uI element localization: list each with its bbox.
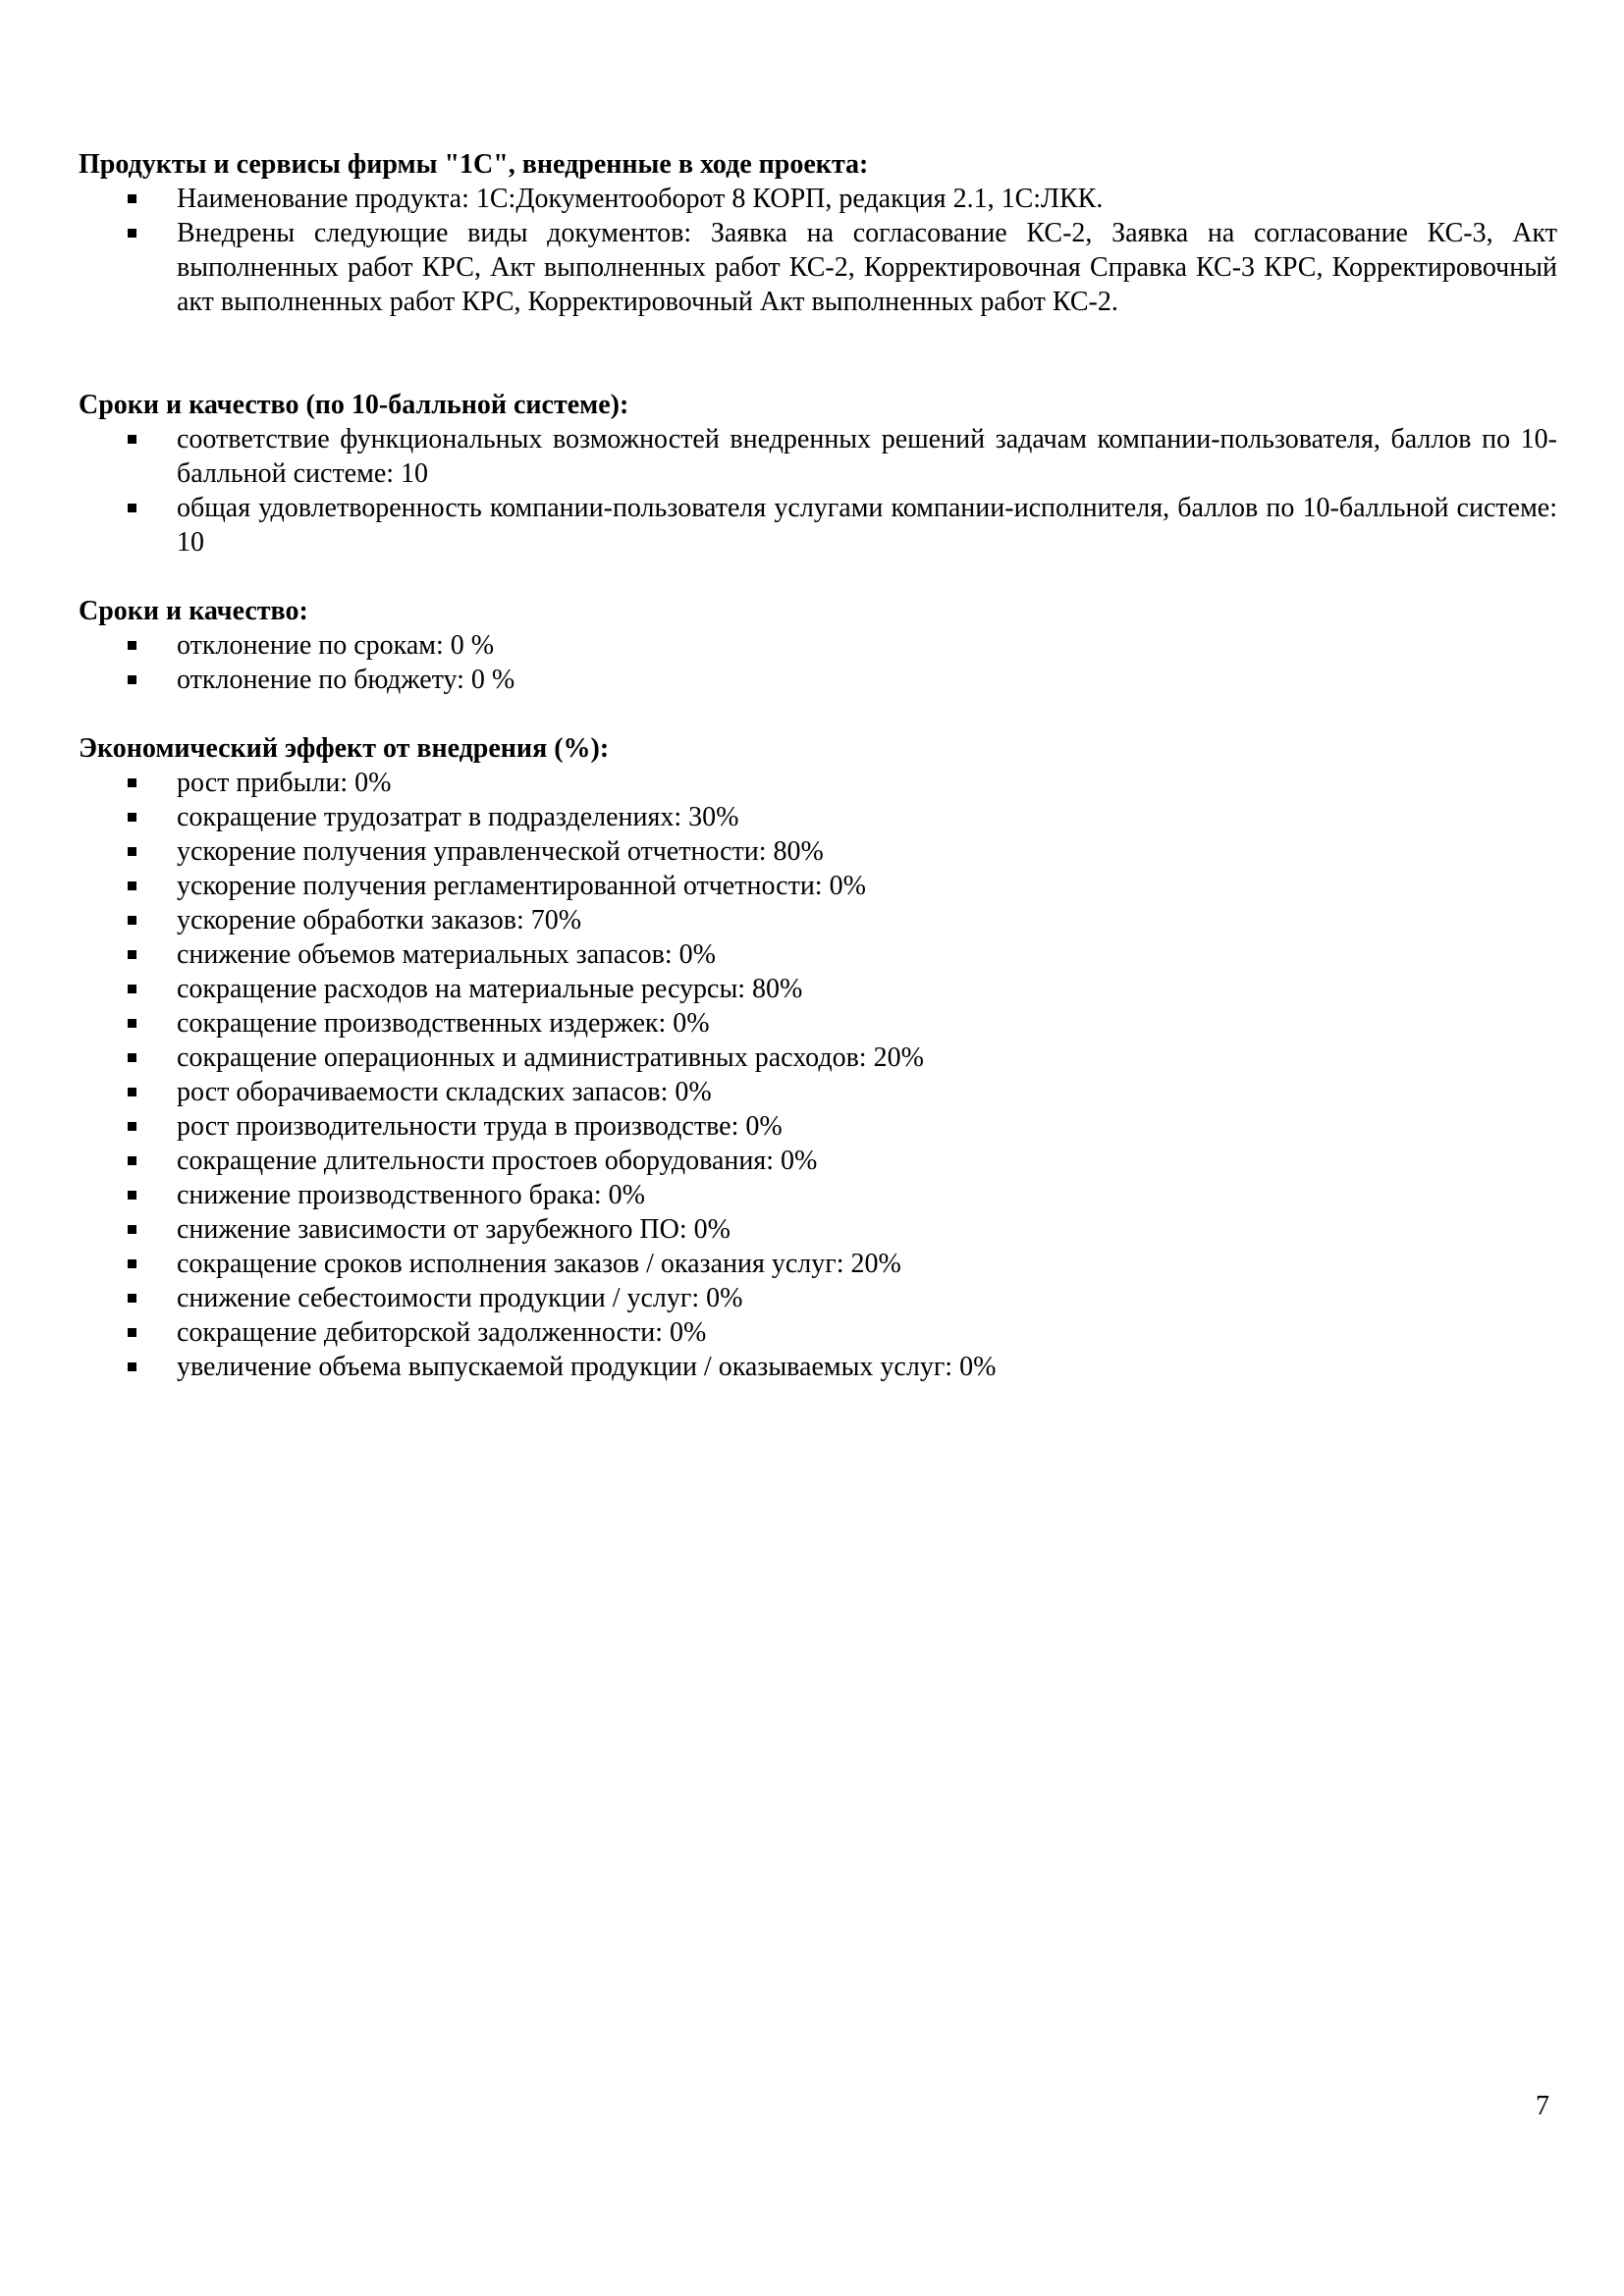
deviation-list	[79, 628, 1557, 697]
list-item-text: снижение объемов материальных запасов: 0%	[177, 939, 716, 970]
section-deviation	[79, 594, 1557, 697]
square-bullet-icon	[128, 1294, 136, 1303]
list-item-text: Внедрены следующие виды документов: Заявка на согласование КС-2, Заявка на согласование КС-3, Акт выполненных работ КРС, Акт выполненных работ КС-2, Корректировочная Справка КС-3 КРС, Корректировочный акт выполненных работ КРС, Корректировочный Акт выполненных работ КС-2.	[177, 218, 1557, 317]
list-item	[79, 182, 1557, 216]
list-item-text: ускорение обработки заказов: 70%	[177, 905, 582, 935]
list-item	[79, 491, 1557, 560]
square-bullet-icon	[128, 1156, 136, 1165]
list-item	[79, 766, 1557, 800]
list-item-text: сокращение сроков исполнения заказов / оказания услуг: 20%	[177, 1249, 901, 1279]
list-item-text: снижение зависимости от зарубежного ПО: 0%	[177, 1214, 731, 1245]
list-item-text: сокращение производственных издержек: 0%	[177, 1008, 710, 1039]
list-item	[79, 800, 1557, 834]
list-item	[79, 422, 1557, 491]
square-bullet-icon	[128, 194, 136, 203]
list-item	[79, 972, 1557, 1006]
list-item-text: сокращение операционных и административных расходов: 20%	[177, 1042, 924, 1073]
list-item-text: рост прибыли: 0%	[177, 768, 392, 798]
list-item	[79, 1144, 1557, 1178]
spacer	[79, 319, 1557, 388]
list-item	[79, 663, 1557, 697]
square-bullet-icon	[128, 1328, 136, 1337]
square-bullet-icon	[128, 1053, 136, 1062]
section-quality-score	[79, 388, 1557, 560]
document-page	[79, 147, 1557, 1384]
list-item	[79, 1350, 1557, 1384]
spacer	[79, 560, 1557, 594]
square-bullet-icon	[128, 1362, 136, 1371]
list-item	[79, 1247, 1557, 1281]
list-item	[79, 937, 1557, 972]
list-item	[79, 869, 1557, 903]
list-item	[79, 216, 1557, 319]
list-item-text: снижение себестоимости продукции / услуг: 0%	[177, 1283, 743, 1313]
square-bullet-icon	[128, 881, 136, 890]
square-bullet-icon	[128, 985, 136, 993]
square-bullet-icon	[128, 641, 136, 650]
quality-score-list	[79, 422, 1557, 560]
list-item-text: сокращение дебиторской задолженности: 0%	[177, 1317, 707, 1348]
section-title-quality-score: Сроки и качество (по 10-балльной системе):	[79, 390, 629, 420]
list-item	[79, 1315, 1557, 1350]
list-item-text: рост производительности труда в производстве: 0%	[177, 1111, 783, 1142]
list-item	[79, 628, 1557, 663]
list-item-text: соответствие функциональных возможностей внедренных решений задачам компании-пользователя, баллов по 10-балльной системе: 10	[177, 424, 1557, 489]
page-number: 7	[1536, 2091, 1549, 2121]
section-economic-effect	[79, 731, 1557, 1384]
square-bullet-icon	[128, 813, 136, 822]
square-bullet-icon	[128, 1122, 136, 1131]
spacer	[79, 697, 1557, 731]
list-item-text: отклонение по бюджету: 0 %	[177, 665, 515, 695]
list-item	[79, 1075, 1557, 1109]
square-bullet-icon	[128, 1259, 136, 1268]
square-bullet-icon	[128, 435, 136, 444]
list-item-text: общая удовлетворенность компании-пользователя услугами компании-исполнителя, баллов по 10-балльной системе: 10	[177, 493, 1557, 558]
square-bullet-icon	[128, 504, 136, 512]
list-item-text: ускорение получения управленческой отчетности: 80%	[177, 836, 824, 867]
list-item	[79, 1006, 1557, 1041]
square-bullet-icon	[128, 1225, 136, 1234]
list-item-text: снижение производственного брака: 0%	[177, 1180, 645, 1210]
list-item	[79, 1212, 1557, 1247]
section-title-economic-effect: Экономический эффект от внедрения (%):	[79, 733, 610, 764]
section-title-products: Продукты и сервисы фирмы "1С", внедренные в ходе проекта:	[79, 149, 869, 180]
square-bullet-icon	[128, 847, 136, 856]
list-item	[79, 1109, 1557, 1144]
list-item-text: ускорение получения регламентированной отчетности: 0%	[177, 871, 866, 901]
section-products	[79, 147, 1557, 319]
square-bullet-icon	[128, 675, 136, 684]
list-item	[79, 1178, 1557, 1212]
square-bullet-icon	[128, 1088, 136, 1096]
list-item-text: сокращение трудозатрат в подразделениях: 30%	[177, 802, 739, 832]
economic-effect-list	[79, 766, 1557, 1384]
square-bullet-icon	[128, 778, 136, 787]
square-bullet-icon	[128, 950, 136, 959]
list-item	[79, 1281, 1557, 1315]
square-bullet-icon	[128, 1019, 136, 1028]
square-bullet-icon	[128, 229, 136, 238]
list-item-text: Наименование продукта: 1С:Документооборот 8 КОРП, редакция 2.1, 1С:ЛКК.	[177, 184, 1104, 214]
products-list	[79, 182, 1557, 319]
list-item-text: сокращение расходов на материальные ресурсы: 80%	[177, 974, 803, 1004]
list-item-text: сокращение длительности простоев оборудования: 0%	[177, 1146, 818, 1176]
list-item	[79, 903, 1557, 937]
section-title-deviation: Сроки и качество:	[79, 596, 308, 626]
list-item-text: рост оборачиваемости складских запасов: 0%	[177, 1077, 712, 1107]
list-item	[79, 1041, 1557, 1075]
square-bullet-icon	[128, 1191, 136, 1200]
square-bullet-icon	[128, 916, 136, 925]
list-item-text: отклонение по срокам: 0 %	[177, 630, 495, 661]
list-item	[79, 834, 1557, 869]
list-item-text: увеличение объема выпускаемой продукции / оказываемых услуг: 0%	[177, 1352, 997, 1382]
